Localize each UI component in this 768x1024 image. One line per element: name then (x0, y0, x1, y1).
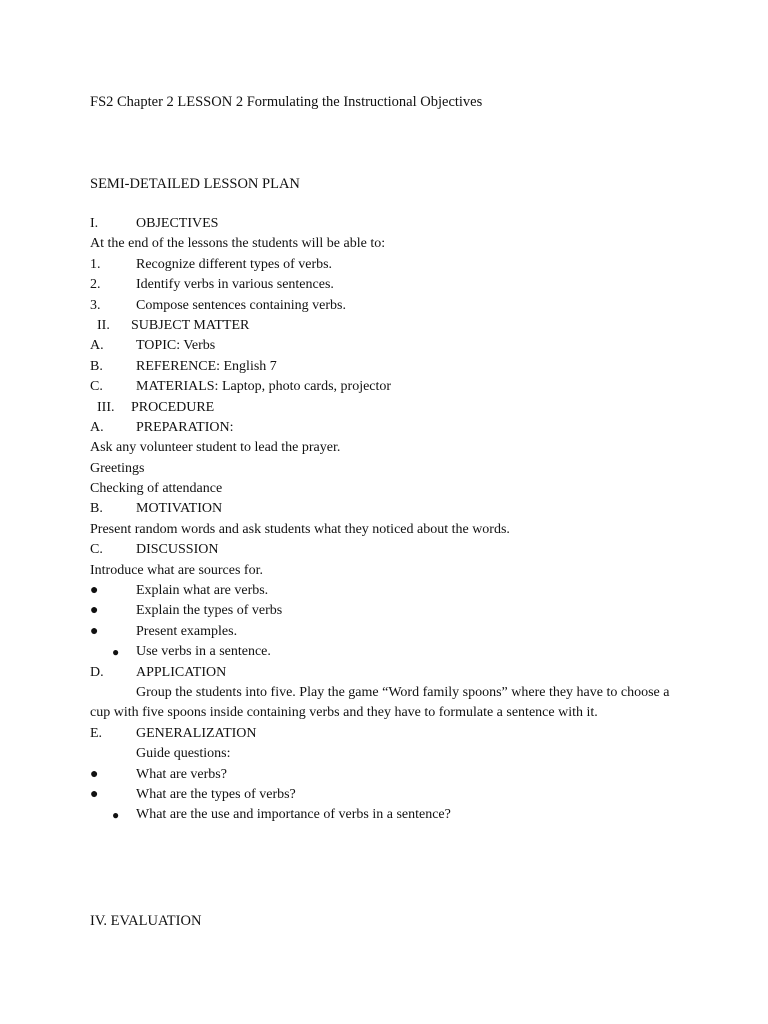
item-text: REFERENCE: English 7 (136, 358, 277, 374)
item-text: Recognize different types of verbs. (136, 256, 333, 272)
bullet-text: What are verbs? (136, 766, 227, 782)
subsection-heading: DISCUSSION (136, 542, 219, 558)
item-text: MATERIALS: Laptop, photo cards, projector (136, 379, 392, 395)
motivation-text (90, 520, 690, 540)
bullet-text: Present examples. (136, 623, 238, 639)
bullet-text: Explain what are verbs. (136, 583, 269, 599)
motivation-heading (90, 499, 690, 519)
paragraph-text: Introduce what are sources for. (90, 562, 263, 578)
bullet-item (90, 601, 690, 621)
bullet-text: Use verbs in a sentence. (136, 644, 271, 660)
section-number: II. (97, 317, 110, 333)
application-heading (90, 663, 690, 683)
subsection-heading: GENERALIZATION (136, 725, 257, 741)
item-letter: C. (90, 379, 103, 395)
paragraph-text: Guide questions: (136, 746, 231, 762)
paragraph-text: Checking of attendance (90, 481, 223, 497)
bullet-item (90, 581, 690, 601)
bullet-icon: ● (90, 786, 99, 802)
subsection-heading: PREPARATION: (136, 419, 234, 435)
item-number: 1. (90, 256, 101, 272)
item-letter: D. (90, 664, 104, 680)
paragraph-text: Ask any volunteer student to lead the prayer. (90, 440, 341, 456)
section-number: III. (97, 399, 115, 415)
bullet-icon: ● (112, 808, 120, 823)
item-letter: B. (90, 501, 103, 517)
preparation-heading (90, 418, 690, 438)
paragraph-text: Greetings (90, 460, 145, 476)
item-number: 2. (90, 277, 101, 293)
generalization-heading (90, 724, 690, 744)
discussion-intro (90, 561, 690, 581)
bullet-text: What are the types of verbs? (136, 786, 296, 802)
paragraph-text: At the end of the lessons the students will be able to: (90, 236, 386, 252)
item-letter: C. (90, 542, 103, 558)
bullet-text: Explain the types of verbs (136, 603, 283, 619)
objectives-heading (90, 214, 690, 234)
application-text: Group the students into five. Play the game “Word family spoons” where they have to choose a cup with five spoons inside containing verbs and they have to formulate a sentence with it. (90, 684, 670, 721)
item-letter: A. (90, 338, 104, 354)
preparation-line (90, 459, 690, 479)
objective-item (90, 255, 690, 275)
item-letter: B. (90, 358, 103, 374)
subject-matter-item (90, 336, 690, 356)
subsection-heading: APPLICATION (136, 664, 227, 680)
subject-matter-item (90, 377, 690, 397)
subject-matter-heading (90, 316, 690, 336)
sub-bullet-item (90, 805, 690, 825)
section-heading: OBJECTIVES (136, 216, 219, 231)
bullet-icon: ● (90, 766, 99, 782)
bullet-icon: ● (112, 645, 120, 660)
bullet-item (90, 765, 690, 785)
preparation-line (90, 479, 690, 499)
lesson-plan-title: SEMI-DETAILED LESSON PLAN (90, 176, 300, 192)
item-letter: E. (90, 725, 103, 741)
bullet-item (90, 622, 690, 642)
subject-matter-item (90, 357, 690, 377)
bullet-icon: ● (90, 603, 99, 619)
bullet-item (90, 785, 690, 805)
evaluation-heading: IV. EVALUATION (90, 913, 202, 929)
objective-item (90, 296, 690, 316)
section-heading: PROCEDURE (131, 399, 215, 415)
subsection-heading: MOTIVATION (136, 501, 223, 517)
section-number: I. (90, 216, 99, 231)
paragraph-text: Present random words and ask students what they noticed about the words. (90, 521, 510, 537)
item-number: 3. (90, 297, 101, 313)
procedure-heading (90, 398, 690, 418)
generalization-intro (90, 744, 690, 764)
lesson-plan-body (90, 214, 690, 826)
objectives-intro (90, 234, 690, 254)
objective-item (90, 275, 690, 295)
item-text: Identify verbs in various sentences. (136, 277, 334, 293)
sub-bullet-item (90, 642, 690, 662)
item-text: Compose sentences containing verbs. (136, 297, 346, 313)
section-heading: SUBJECT MATTER (131, 317, 250, 333)
item-letter: A. (90, 419, 104, 435)
discussion-heading (90, 540, 690, 560)
bullet-icon: ● (90, 623, 99, 639)
item-text: TOPIC: Verbs (136, 338, 216, 354)
document-title: FS2 Chapter 2 LESSON 2 Formulating the Instructional Objectives (90, 94, 483, 110)
preparation-line (90, 438, 690, 458)
bullet-text: What are the use and importance of verbs in a sentence? (136, 807, 451, 823)
bullet-icon: ● (90, 583, 99, 599)
